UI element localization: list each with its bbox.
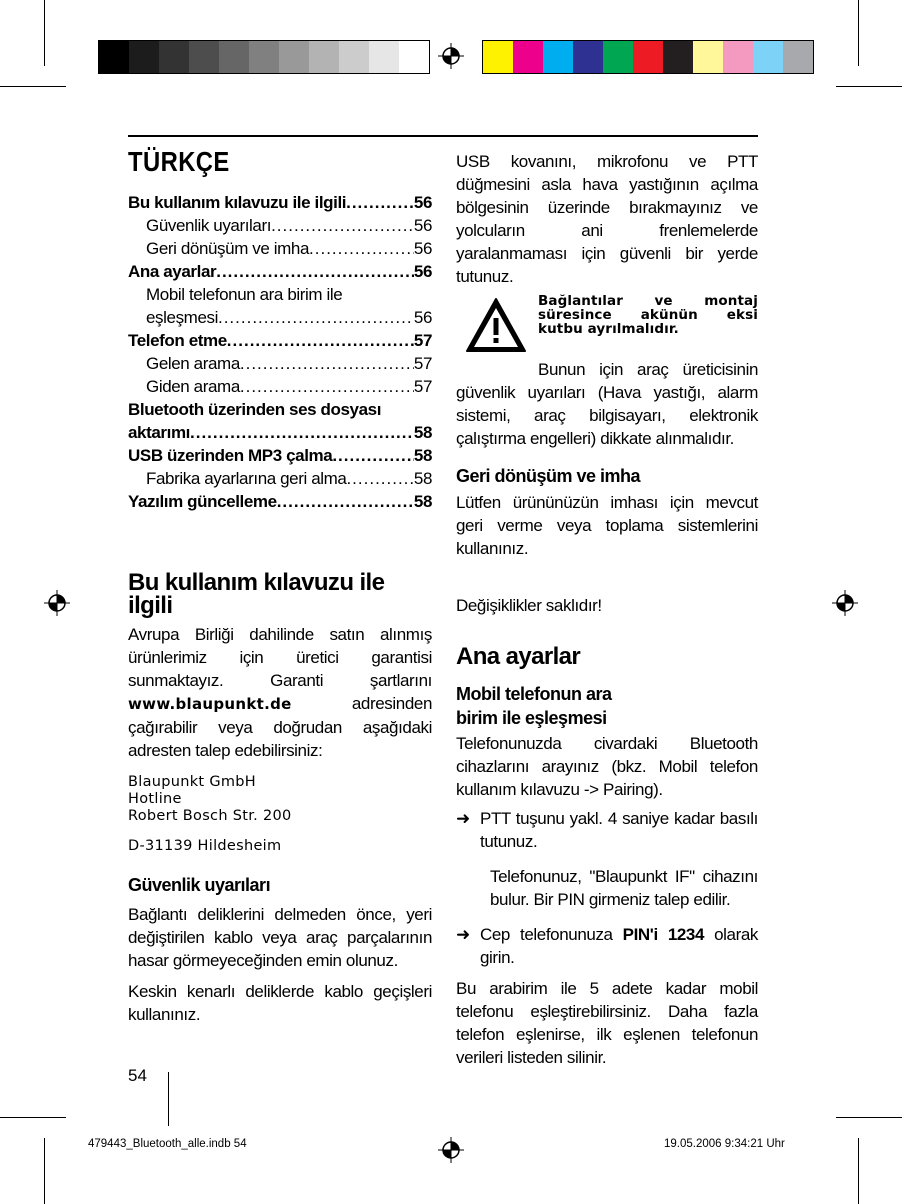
color-swatch [693,41,723,73]
toc-entry[interactable] [128,237,432,260]
step-1-note: Telefonunuz, "Blaupunkt IF" cihazını bulur. Bir PIN girmeniz talep edilir. [490,867,758,909]
registration-mark-icon [832,590,858,616]
toc-entry[interactable] [128,306,432,329]
toc-entry[interactable] [128,375,432,398]
color-swatch [483,41,513,73]
toc-entry-label: Güvenlik uyarıları [146,216,272,235]
toc-leader [271,214,414,237]
footer-file: 479443_Bluetooth_alle.indb 54 [88,1138,247,1150]
registration-mark-icon [438,1137,464,1163]
toc-entry[interactable] [128,214,432,237]
toc-entry[interactable] [128,421,432,444]
color-swatch [663,41,693,73]
step-2-text: Cep telefonunuza PIN'i 1234 olarak girin. [480,925,759,967]
warranty-link[interactable]: www.blaupunkt.de [128,695,292,713]
pin-code: PIN'i 1234 [622,925,705,944]
color-swatch [633,41,663,73]
toc-page-number: 57 [413,331,432,350]
color-swatch [159,41,189,73]
about-paragraph [128,623,432,762]
toc-entry-label: Bu kullanım kılavuzu ile ilgili [128,193,347,212]
settings-heading: Ana ayarlar [456,643,581,670]
toc-page-number: 58 [413,469,432,488]
color-swatch [249,41,279,73]
toc-entry[interactable] [128,352,432,375]
color-swatch [309,41,339,73]
page-number: 54 [128,1066,147,1085]
toc-page-number: 56 [413,308,432,327]
toc-page-number: 58 [413,492,432,511]
color-swatch [99,41,129,73]
safety-paragraph-4: Bunun için araç üreticisinin güvenlik uyarıları (Hava yastığı, alarm sistemi, araç bilgisayarı, elektronik çalıştırma engelleri) dikkate alınmalıdır. [456,360,758,448]
color-swatch [573,41,603,73]
toc-page-number: 56 [413,262,432,281]
toc-entry-label: Mobil telefonun ara birim ile [146,285,343,304]
toc-page-number: 56 [413,193,432,212]
safety-paragraph-3: USB kovanını, mikrofonu ve PTT düğmesini asla hava yastığının açılma bölgesinin üzerinde bırakmayınız ve yolcuların ani frenlemelerde yaralanmaması için güvenli bir yerde tutunuz. [456,152,758,286]
about-text-1: Avrupa Birliği dahilinde satın alınmış ürünlerimiz için üretici garantisi sunmaktayız. Garanti şartlarını [128,625,432,690]
toc-entry-label: USB üzerinden MP3 çalma [128,446,333,465]
grayscale-bar [98,40,430,74]
toc-leader [216,260,414,283]
color-swatch [399,41,429,73]
pairing-limit-paragraph: Bu arabirim ile 5 adete kadar mobil telefonu eşleştirebilirsiniz. Daha fazla telefon eşlenirse, ilk eşlenen telefonun verileri listeden silinir. [456,979,758,1067]
toc-leader [218,306,414,329]
toc-page-number: 56 [413,239,432,258]
toc-entry[interactable] [128,444,432,467]
toc-leader [240,375,414,398]
safety-heading: Güvenlik uyarıları [128,875,271,895]
pairing-paragraph: Telefonunuzda civardaki Bluetooth cihazlarını arayınız (bkz. Mobil telefon kullanım kılavuzu -> Pairing). [456,734,758,799]
toc-entry-label: Bluetooth üzerinden ses dosyası [128,400,382,419]
toc-entry[interactable] [128,260,432,283]
safety-paragraph-1: Bağlantı deliklerini delmeden önce, yeri değiştirilen kablo veya araç parçalarının hasar görmeyeceğinden emin olunuz. [128,905,432,970]
color-bar [482,40,814,74]
step-2 [456,923,758,969]
toc-page-number: 56 [413,216,432,235]
registration-mark-icon [44,590,70,616]
warning-text: Bağlantılar ve montaj süresince akünün eksi kutbu ayrılmalıdır. [538,293,758,337]
color-swatch [603,41,633,73]
toc-leader [190,421,414,444]
page-title: TÜRKÇE [128,146,230,177]
header-rule [128,135,758,137]
about-text-2: adresinden çağırabilir veya doğrudan aşağıdaki adresten talep edebilirsiniz: [128,694,432,760]
toc-entry-label: Gelen arama [146,354,240,373]
color-swatch [369,41,399,73]
color-swatch [543,41,573,73]
toc-entry-label: Fabrika ayarlarına geri alma [146,469,347,488]
toc-leader [277,490,414,513]
toc-entry-label: Giden arama [146,377,240,396]
toc-page-number: 57 [413,354,432,373]
color-swatch [219,41,249,73]
footer-date: 19.05.2006 9:34:21 Uhr [664,1138,785,1150]
toc-leader [332,444,414,467]
toc-leader [240,352,414,375]
toc-leader [346,467,413,490]
step-1-text: PTT tuşunu yakl. 4 saniye kadar basılı tutunuz. [480,809,758,851]
toc-entry[interactable] [128,329,432,352]
table-of-contents [128,191,432,513]
toc-page-number: 58 [413,446,432,465]
address-city: D-31139 Hildesheim [128,838,282,854]
toc-leader [309,237,414,260]
color-swatch [753,41,783,73]
address-line: Hotline [128,791,182,807]
color-swatch [129,41,159,73]
toc-entry[interactable] [128,490,432,513]
changes-note: Değişiklikler saklıdır! [456,596,602,615]
toc-entry-label: Ana ayarlar [128,262,217,281]
right-column [456,146,758,1069]
color-swatch [783,41,813,73]
toc-entry-label: eşleşmesi [146,308,218,327]
color-swatch [189,41,219,73]
toc-entry-label: Geri dönüşüm ve imha [146,239,310,258]
toc-entry-label: Telefon etme [128,331,227,350]
warning-box [456,294,758,354]
warning-triangle-icon [464,296,528,354]
toc-leader [227,329,414,352]
arrow-right-icon: ➜ [456,809,470,828]
color-swatch [723,41,753,73]
about-heading: Bu kullanım kılavuzu ile ilgili [128,569,385,619]
recycle-paragraph: Lütfen ürününüzün imhası için mevcut geri verme veya toplama sistemlerini kullanınız. [456,493,758,558]
toc-entry[interactable] [128,191,432,214]
registration-mark-icon [438,43,464,69]
toc-page-number: 58 [413,423,432,442]
pairing-heading-line-2: birim ile eşleşmesi [456,708,607,728]
recycle-heading: Geri dönüşüm ve imha [456,466,641,486]
toc-entry[interactable] [128,467,432,490]
color-swatch [513,41,543,73]
address-line: Blaupunkt GmbH [128,774,256,790]
address-block [128,774,432,855]
toc-leader [346,191,414,214]
toc-entry-label: aktarımı [128,423,191,442]
left-column [128,146,432,1026]
address-line: Robert Bosch Str. 200 [128,808,292,824]
color-swatch [339,41,369,73]
toc-page-number: 57 [413,377,432,396]
step-1 [456,807,758,853]
safety-paragraph-2: Keskin kenarlı deliklerde kablo geçişleri kullanınız. [128,982,432,1024]
pairing-heading-line-1: Mobil telefonun ara [456,684,612,704]
color-swatch [279,41,309,73]
arrow-right-icon: ➜ [456,925,470,944]
toc-entry-label: Yazılım güncelleme [128,492,277,511]
